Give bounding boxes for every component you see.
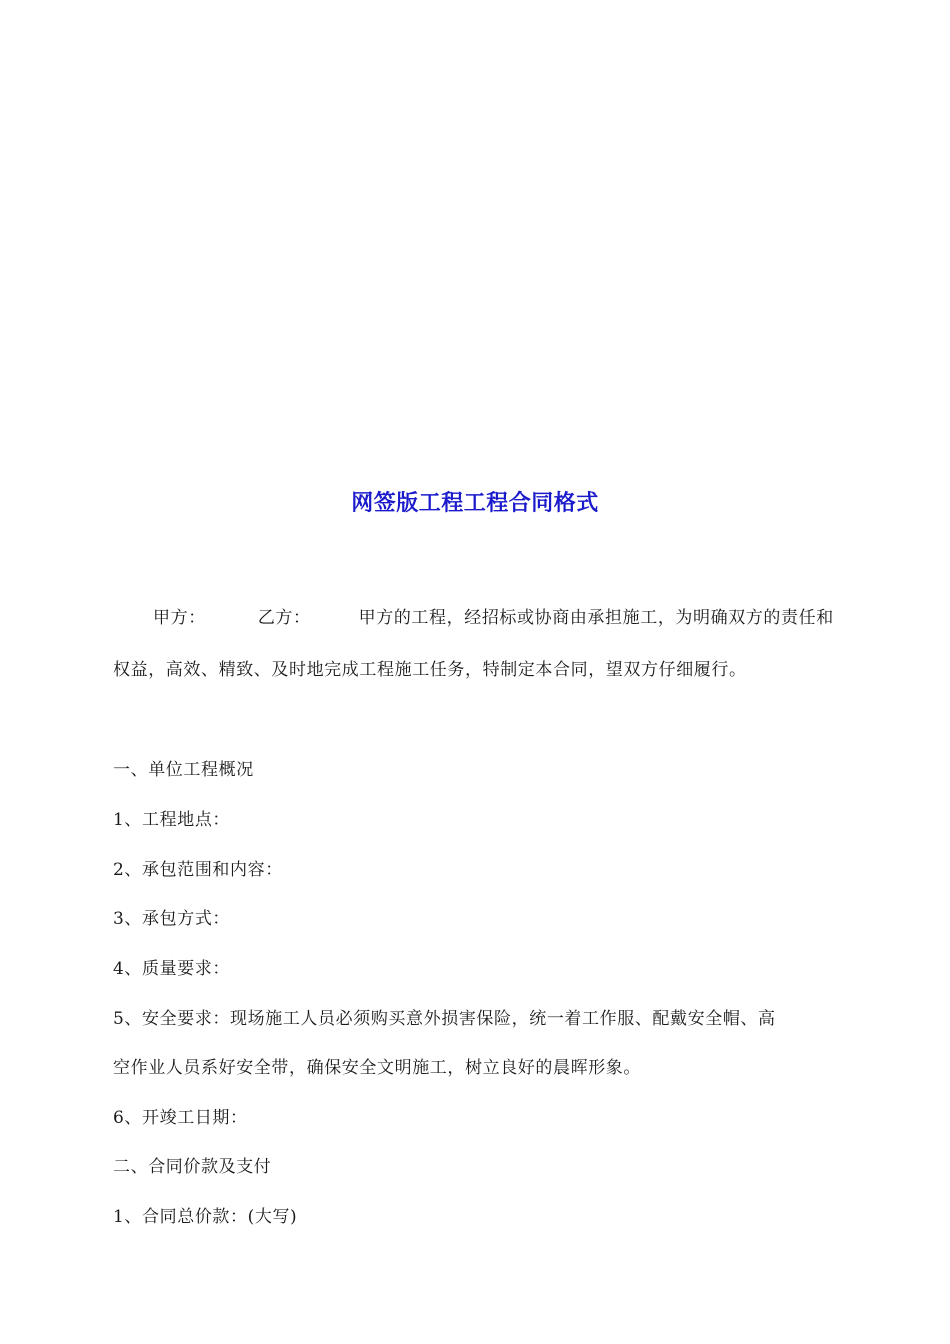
item-quality-requirement: 4、质量要求： bbox=[113, 959, 231, 979]
item-project-location: 1、工程地点： bbox=[113, 810, 231, 830]
section-heading-2: 二、合同价款及支付 bbox=[113, 1157, 272, 1177]
item-safety-requirement-cont: 空作业人员系好安全带，确保安全文明施工，树立良好的晨晖形象。 bbox=[113, 1058, 641, 1078]
document-title: 网签版工程工程合同格式 bbox=[351, 490, 599, 516]
party-b-label: 乙方： bbox=[257, 608, 311, 628]
item-start-finish-date: 6、开竣工日期： bbox=[113, 1108, 248, 1128]
item-safety-requirement: 5、安全要求：现场施工人员必须购买意外损害保险，统一着工作服、配戴安全帽、高 bbox=[113, 1009, 776, 1029]
section-heading-1: 一、单位工程概况 bbox=[113, 760, 254, 780]
intro-paragraph bbox=[113, 592, 843, 696]
item-contract-scope: 2、承包范围和内容： bbox=[113, 860, 283, 880]
party-a-label: 甲方： bbox=[153, 608, 206, 628]
item-contract-method: 3、承包方式： bbox=[113, 909, 231, 929]
intro-text: 甲方的工程，经招标或协商由承担施工，为明确双方的责任和权益，高效、精致、及时地完成工程施工任务，特制定本合同，望双方仔细履行。 bbox=[113, 608, 834, 680]
item-total-price: 1、合同总价款：(大写) bbox=[113, 1207, 298, 1227]
